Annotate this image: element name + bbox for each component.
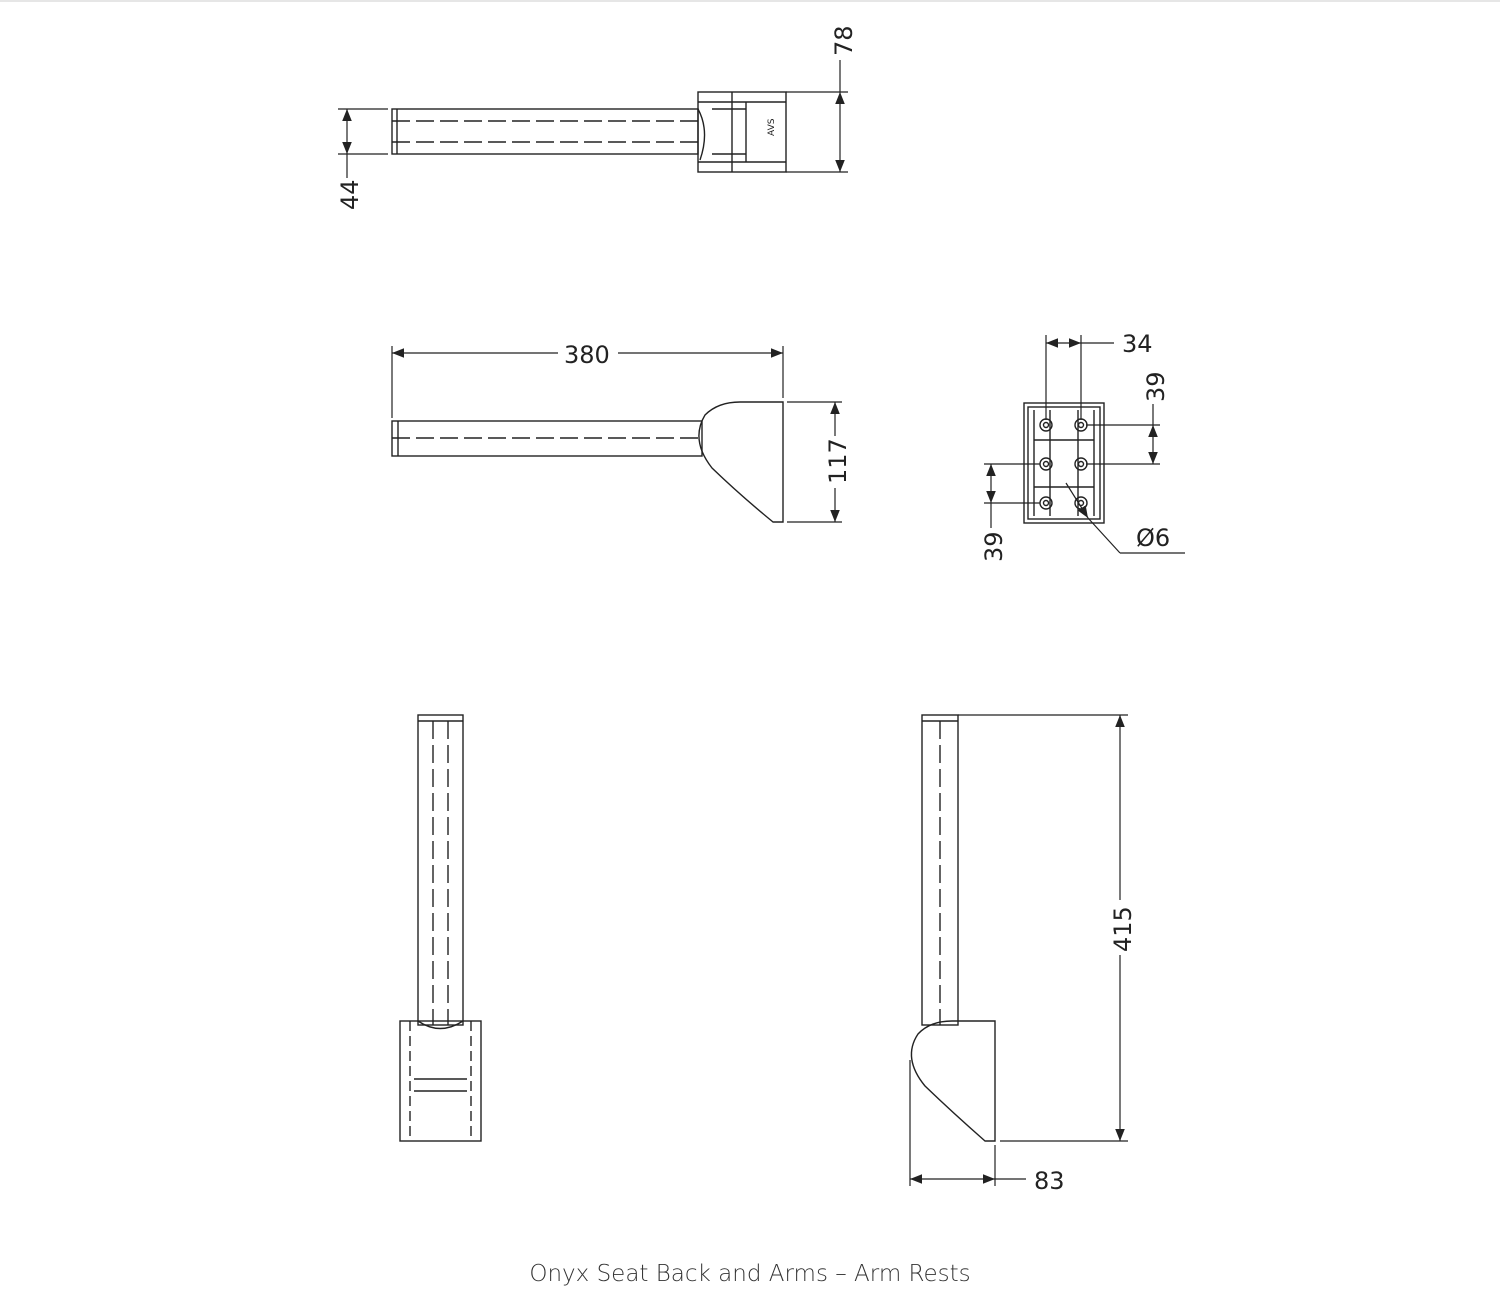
- top-view: [392, 92, 786, 172]
- mounting-holes: [1040, 419, 1087, 509]
- dim-380: 380: [564, 341, 610, 369]
- side-vertical-dims: [910, 715, 1128, 1186]
- dim-415: 415: [1109, 906, 1137, 952]
- front-vertical-tube: [418, 715, 463, 1025]
- side-view-dims: [392, 346, 842, 522]
- drawing-caption: Onyx Seat Back and Arms – Arm Rests: [529, 1261, 971, 1287]
- dim-39-upper: 39: [1142, 371, 1170, 402]
- side-vertical-bracket: [911, 1021, 995, 1141]
- dim-34: 34: [1122, 330, 1153, 358]
- side-vertical-view: [911, 715, 995, 1141]
- dim-117: 117: [824, 438, 852, 484]
- dim-78: 78: [830, 25, 858, 56]
- mounting-plate: [1024, 403, 1104, 523]
- dim-44: 44: [336, 179, 364, 210]
- top-view-tube: [392, 109, 698, 154]
- front-vertical-bracket: [400, 1021, 481, 1141]
- front-vertical-view: [400, 715, 481, 1141]
- dim-83: 83: [1034, 1167, 1065, 1195]
- svg-text:AVS: AVS: [767, 118, 777, 136]
- mounting-plate-outline: [1024, 403, 1104, 523]
- dim-39-lower: 39: [980, 531, 1008, 562]
- mounting-plate-dims: [984, 335, 1185, 553]
- side-view-bracket: [699, 402, 783, 522]
- side-view: [392, 402, 783, 522]
- dim-diameter-6: Ø6: [1136, 524, 1171, 552]
